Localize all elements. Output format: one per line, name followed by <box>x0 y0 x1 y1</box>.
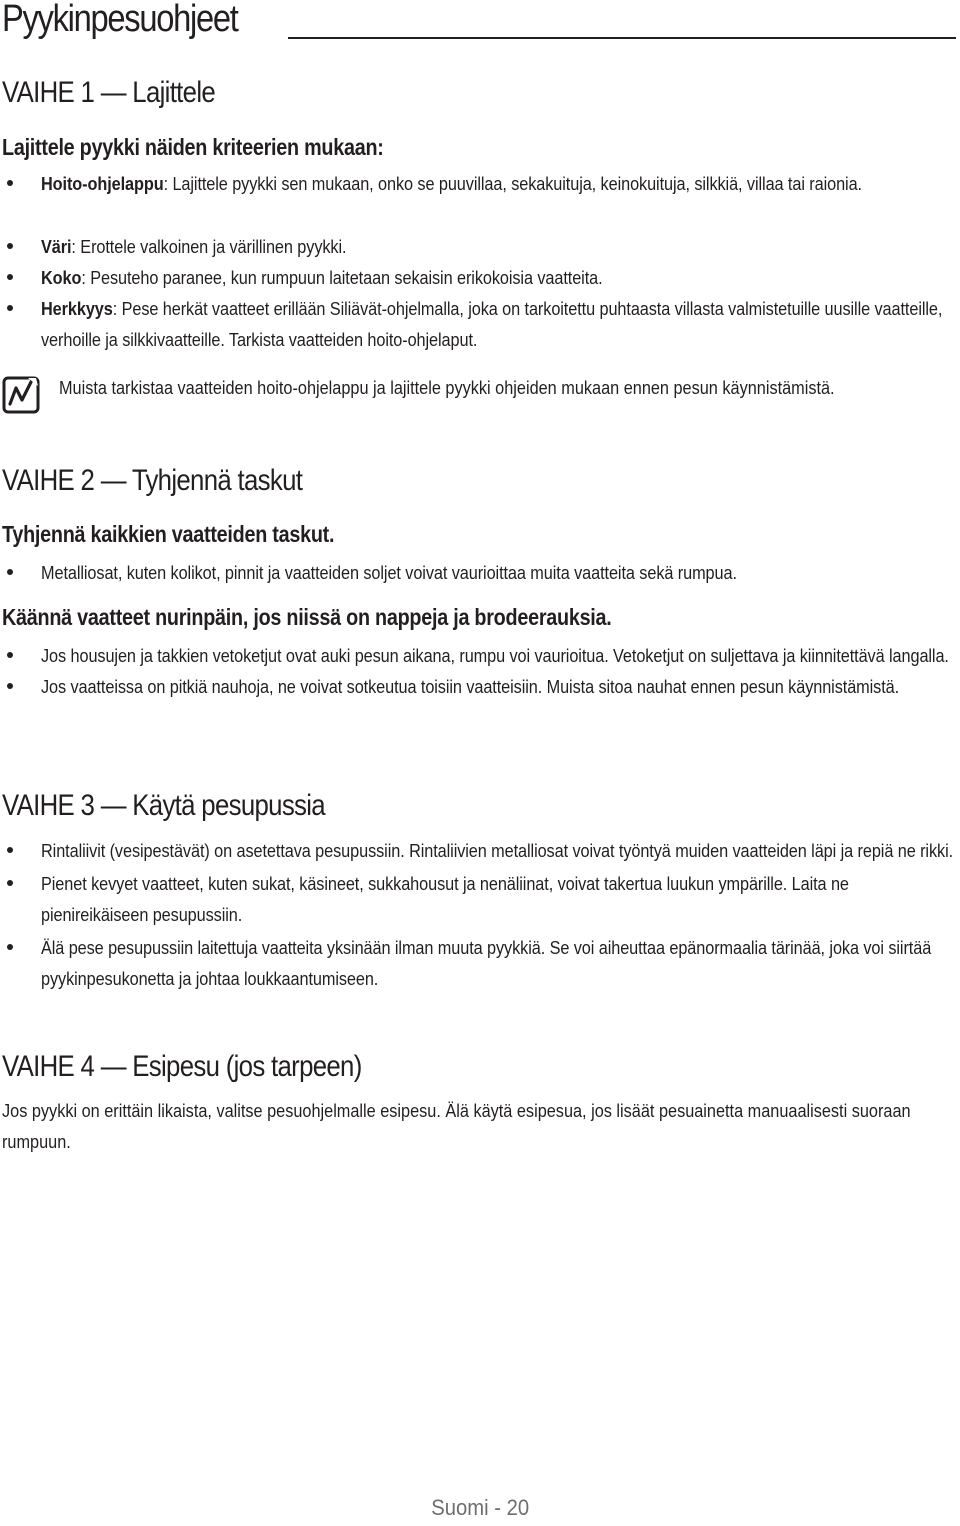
list-item-text <box>41 262 956 293</box>
step2-list-1 <box>0 557 960 588</box>
list-item <box>0 868 958 930</box>
term-description: : Erottele valkoinen ja värillinen pyykki. <box>71 236 347 257</box>
list-item-text: Pienet kevyet vaatteet, kuten sukat, käsineet, sukkahousut ja nenäliinat, voivat takertua luukun ympärille. Laita ne pienireikäiseen pesupussiin. <box>41 873 849 925</box>
note-box <box>0 372 960 432</box>
bullet-icon <box>7 243 13 249</box>
list-item <box>0 168 958 199</box>
step2-list-2 <box>0 640 960 702</box>
list-item-text: Jos housujen ja takkien vetoketjut ovat auki pesun aikana, rumpu voi vaurioitua. Vetoketjut on suljettava ja kiinnitettävä langalla. <box>41 645 949 666</box>
list-item <box>0 835 958 866</box>
page-title: Pyykinpesuohjeet <box>2 0 238 40</box>
list-item-text <box>41 293 956 355</box>
bullet-icon <box>7 569 13 575</box>
bullet-icon <box>7 305 13 311</box>
term-description: : Pese herkät vaatteet erillään Siliävät-ohjelmalla, joka on tarkoitettu puhtaasta villasta valmistetuille uusille vaatteille, verhoille ja silkkivaatteille. Tarkista vaatteiden hoito-ohjelaput. <box>41 298 943 350</box>
note-text: Muista tarkistaa vaatteiden hoito-ohjelappu ja lajittele pyykki ohjeiden mukaan ennen pesun käynnistämistä. <box>59 377 835 398</box>
list-item-text: Rintaliivit (vesipestävät) on asetettava pesupussiin. Rintaliivien metalliosat voivat työntyä muiden vaatteiden läpi ja repiä ne rikki. <box>41 840 954 861</box>
list-item <box>0 293 958 355</box>
step2-heading: VAIHE 2 — Tyhjennä taskut <box>2 464 303 497</box>
list-item <box>0 557 958 588</box>
bullet-icon <box>7 274 13 280</box>
term-description: : Pesuteho paranee, kun rumpuun laitetaan sekaisin erikokoisia vaatteita. <box>81 267 603 288</box>
step4-heading: VAIHE 4 — Esipesu (jos tarpeen) <box>2 1050 362 1083</box>
list-item <box>0 640 958 671</box>
list-item-text: Metalliosat, kuten kolikot, pinnit ja vaatteiden soljet voivat vaurioittaa muita vaatteita sekä rumpua. <box>41 562 737 583</box>
bullet-icon <box>7 652 13 658</box>
list-item <box>0 231 958 262</box>
step1-list <box>0 168 960 199</box>
term-description: : Lajittele pyykki sen mukaan, onko se puuvillaa, sekakuituja, keinokuituja, silkkiä, villaa tai raionia. <box>163 173 862 194</box>
list-item <box>0 932 958 994</box>
page-number: Suomi - 20 <box>431 1495 529 1520</box>
bullet-icon <box>7 847 13 853</box>
list-item <box>0 262 958 293</box>
step3-heading: VAIHE 3 — Käytä pesupussia <box>2 789 325 822</box>
step2-subheading-pockets: Tyhjennä kaikkien vaatteiden taskut. <box>2 521 335 547</box>
bullet-icon <box>7 880 13 886</box>
list-item-text: Jos vaatteissa on pitkiä nauhoja, ne voivat sotkeutua toisiin vaatteisiin. Muista sitoa nauhat ennen pesun käynnistämistä. <box>41 676 900 697</box>
term-label: Koko <box>41 267 82 288</box>
note-pencil-icon <box>2 374 42 414</box>
list-item-text <box>41 231 956 262</box>
list-item <box>0 671 958 702</box>
term-label: Väri <box>41 236 72 257</box>
bullet-icon <box>7 944 13 950</box>
page-footer <box>0 1495 960 1521</box>
step1-heading: VAIHE 1 — Lajittele <box>2 76 216 109</box>
bullet-icon <box>7 683 13 689</box>
page-header <box>0 0 960 44</box>
bullet-icon <box>7 180 13 186</box>
step4-text: Jos pyykki on erittäin likaista, valitse pesuohjelmalle esipesu. Älä käytä esipesua, jos lisäät pesuainetta manuaalisesti suoraan rumpuun. <box>2 1100 911 1152</box>
step1-list-2 <box>0 231 960 355</box>
step3-list <box>0 835 960 994</box>
list-item-text <box>41 168 956 199</box>
term-label: Hoito-ohjelappu <box>41 173 164 194</box>
term-label: Herkkyys <box>41 298 113 319</box>
step1-subheading: Lajittele pyykki näiden kriteerien mukaan: <box>2 134 384 160</box>
title-rule <box>288 37 956 39</box>
step2-subheading-inside-out: Käännä vaatteet nurinpäin, jos niissä on nappeja ja brodeerauksia. <box>2 604 612 630</box>
list-item-text: Älä pese pesupussiin laitettuja vaatteita yksinään ilman muuta pyykkiä. Se voi aiheuttaa epänormaalia tärinää, joka voi siirtää pyykinpesukonetta ja johtaa loukkaantumiseen. <box>41 937 932 989</box>
